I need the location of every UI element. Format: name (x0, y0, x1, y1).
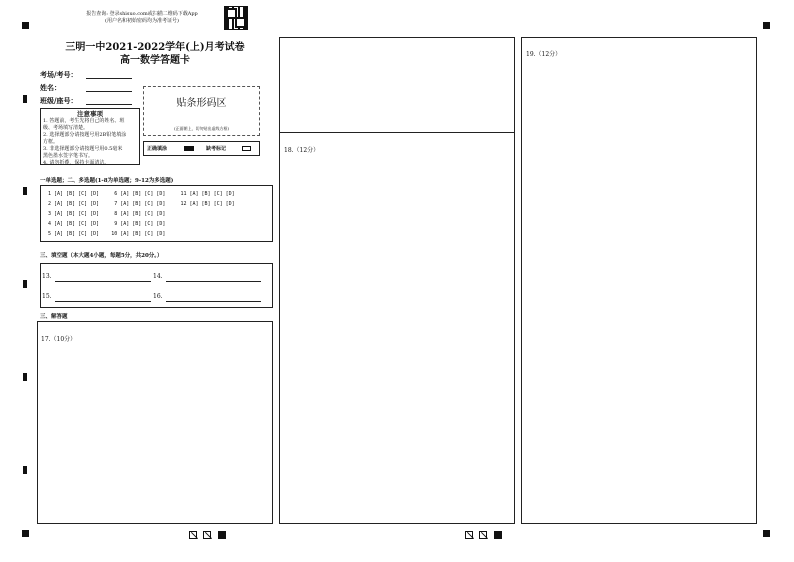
question-15-label: 15. (42, 293, 52, 300)
question-14-answer-line[interactable] (166, 281, 261, 282)
registration-mark-bottom-left (22, 530, 29, 537)
class-input[interactable] (86, 104, 132, 105)
page-marker-icon (189, 531, 197, 539)
notes-line: 2. 选择题部分请按题号用2B铅笔填涂 (43, 132, 127, 138)
question-16-continued-box[interactable] (279, 37, 515, 133)
report-notice-line1: 报告查询: 登录shisuo.com或扫描二维码下载App (86, 11, 198, 17)
exam-title: 三明一中2021-2022学年(上)月考试卷 (65, 42, 245, 53)
choice-row[interactable]: 1 [A] [B] [C] [D] 6 [A] [B] [C] [D] 11 [A] [B] [C] [D] (48, 191, 235, 197)
registration-mark-top-left (22, 22, 29, 29)
notes-title: 注意事项 (77, 110, 103, 118)
section-fill-title: 三、填空题（本大题4小题，每题5分，共20分。） (40, 253, 163, 259)
barcode-note: (正面朝上，切勿贴出虚线方框) (173, 126, 230, 131)
choice-row[interactable]: 3 [A] [B] [C] [D] 8 [A] [B] [C] [D] (48, 211, 166, 217)
notes-line: 方框。 (43, 139, 59, 145)
question-13-answer-line[interactable] (55, 281, 151, 282)
notes-line: 1. 答题前，考生先将自己的姓名、班 (43, 118, 125, 124)
question-18-answer-box[interactable] (279, 132, 515, 524)
page-marker-icon (479, 531, 487, 539)
field-name-label: 姓名： (40, 83, 61, 92)
question-19-answer-box[interactable] (521, 37, 757, 524)
field-exam-room-label: 考场/考号： (40, 70, 78, 79)
fill-example-box (143, 141, 260, 156)
notes-line: 3. 非选择题部分请按题号用0.5毫米 (43, 146, 123, 152)
timing-mark (23, 95, 27, 103)
field-class-label: 班级/座号： (40, 96, 78, 105)
registration-mark-bottom-right (763, 530, 770, 537)
timing-mark (23, 466, 27, 474)
absent-mark-box[interactable] (242, 146, 251, 151)
page-marker-icon (218, 531, 226, 539)
page-marker-icon (494, 531, 502, 539)
page-marker-icon (203, 531, 211, 539)
question-19-label: 19.（12分） (526, 51, 562, 58)
question-17-label: 17.（10分） (41, 336, 77, 343)
question-13-label: 13. (42, 273, 52, 280)
name-input[interactable] (86, 91, 132, 92)
exam-subtitle: 高一数学答题卡 (120, 55, 190, 66)
choice-row[interactable]: 4 [A] [B] [C] [D] 9 [A] [B] [C] [D] (48, 221, 166, 227)
barcode-area (143, 86, 260, 136)
question-16-answer-line[interactable] (166, 301, 261, 302)
section-solution-title: 三、解答题 (40, 314, 68, 320)
notes-box (40, 108, 140, 165)
absent-mark-label: 缺考标记 (206, 146, 227, 152)
correct-fill-label: 正确填涂 (147, 146, 168, 152)
choice-answer-box (40, 185, 273, 242)
choice-row[interactable]: 2 [A] [B] [C] [D] 7 [A] [B] [C] [D] 12 [A] [B] [C] [D] (48, 201, 235, 207)
question-15-answer-line[interactable] (55, 301, 151, 302)
notes-line: 4. 请勿折叠，保持卡面清洁。 (43, 160, 110, 166)
timing-mark (23, 373, 27, 381)
question-16-label: 16. (153, 293, 163, 300)
timing-mark (23, 280, 27, 288)
correct-fill-mark (184, 146, 194, 151)
notes-line: 黑色墨水签字笔书写。 (43, 153, 94, 159)
question-17-answer-box[interactable] (37, 321, 273, 524)
report-notice-line2: (用户名和初始密码均为准考证号) (105, 18, 179, 24)
section-choice-title: 一单选题；二、多选题(1-8为单选题；9-12为多选题) (40, 178, 174, 184)
barcode-title: 贴条形码区 (176, 98, 227, 109)
report-notice (62, 11, 222, 25)
registration-mark-top-right (763, 22, 770, 29)
timing-mark (23, 187, 27, 195)
choice-row[interactable]: 5 [A] [B] [C] [D] 10 [A] [B] [C] [D] (48, 231, 166, 237)
fill-answer-box (40, 263, 273, 308)
page-marker-icon (465, 531, 473, 539)
notes-line: 级、考场填写清楚。 (43, 125, 89, 131)
question-18-label: 18.（12分） (284, 147, 320, 154)
question-14-label: 14. (153, 273, 163, 280)
exam-room-input[interactable] (86, 78, 132, 79)
qr-code-icon (224, 6, 248, 30)
